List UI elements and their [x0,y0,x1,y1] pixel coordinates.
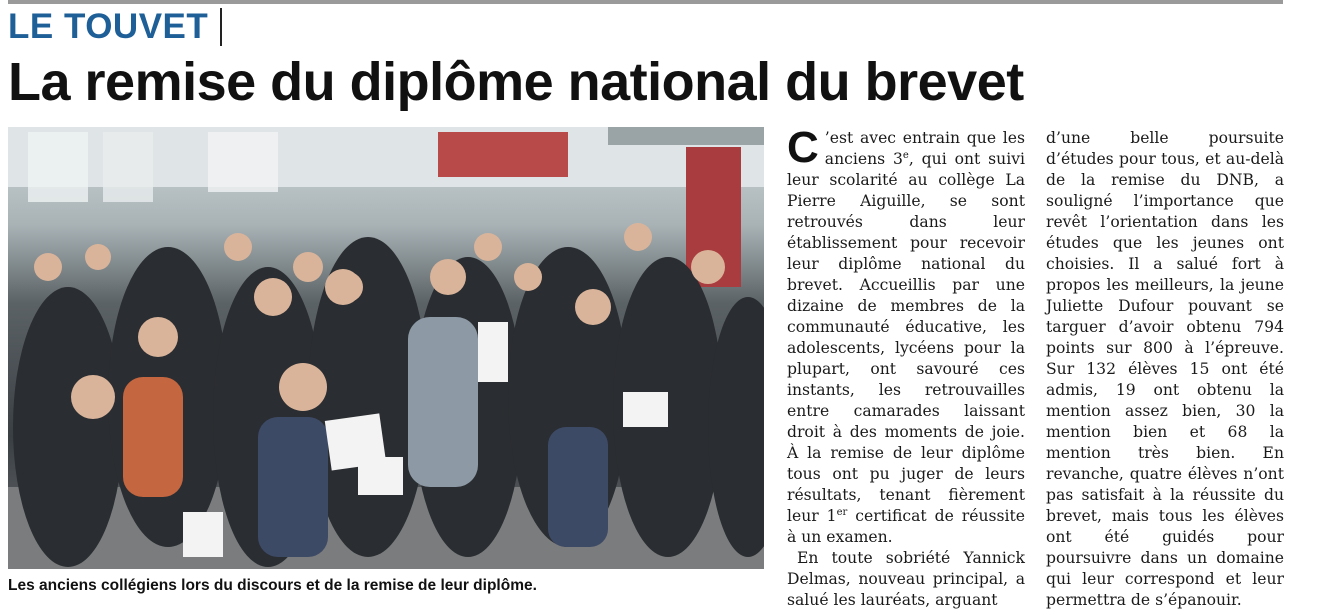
photo-caption: Les anciens collégiens lors du discours et de la remise de leur diplôme. [8,577,537,594]
drop-cap: C [787,123,819,172]
headline: La remise du diplôme national du brevet [8,52,1024,112]
article-column-2 [1046,128,1284,611]
paragraph-2: En toute sobriété Yannick Delmas, nouveau principal, a salué les lauréats, arguant [787,549,1025,609]
article-column-1 [787,123,1025,611]
top-rule [8,0,1283,4]
section-label: LE TOUVET [8,8,222,46]
paragraph-1: C ’est avec entrain que les anciens 3e, qui ont suivi leur scolarité au collège La Pierre Aiguille, se sont retrouvés dans leur établissement pour recevoir leur diplôme national du brevet. Accueillis par une dizaine de membres de la communauté éducative, les adolescents, lycéens pour la plupart, ont savouré ces instants, les retrouvailles entre camarades laissant droit à des moments de joie. À la remise de leur diplôme tous ont pu juger de leurs résultats, tenant fièrement leur 1er certificat de réussite à un examen. [787,123,1025,546]
paragraph-3: d’une belle poursuite d’études pour tous, et au-delà de la remise du DNB, a souligné l’importance que revêt l’orientation dans les études que les jeunes ont choisies. Il a salué fort à propos les meilleurs, la jeune Juliette Dufour pouvant se targuer d’avoir obtenu 794 points sur 800 à l’épreuve. Sur 132 élèves 15 ont été admis, 19 ont obtenu la mention assez bien, 30 la mention bien et 68 la mention très bien. En revanche, quatre élèves n’ont pas satisfait à la réussite du brevet, mais tous les élèves ont été guidés pour poursuivre dans un domaine qui leur correspond et leur permettra de s’épanouir. [1046,129,1284,609]
article-photo [8,127,764,569]
crowd-photo-icon [8,127,764,569]
